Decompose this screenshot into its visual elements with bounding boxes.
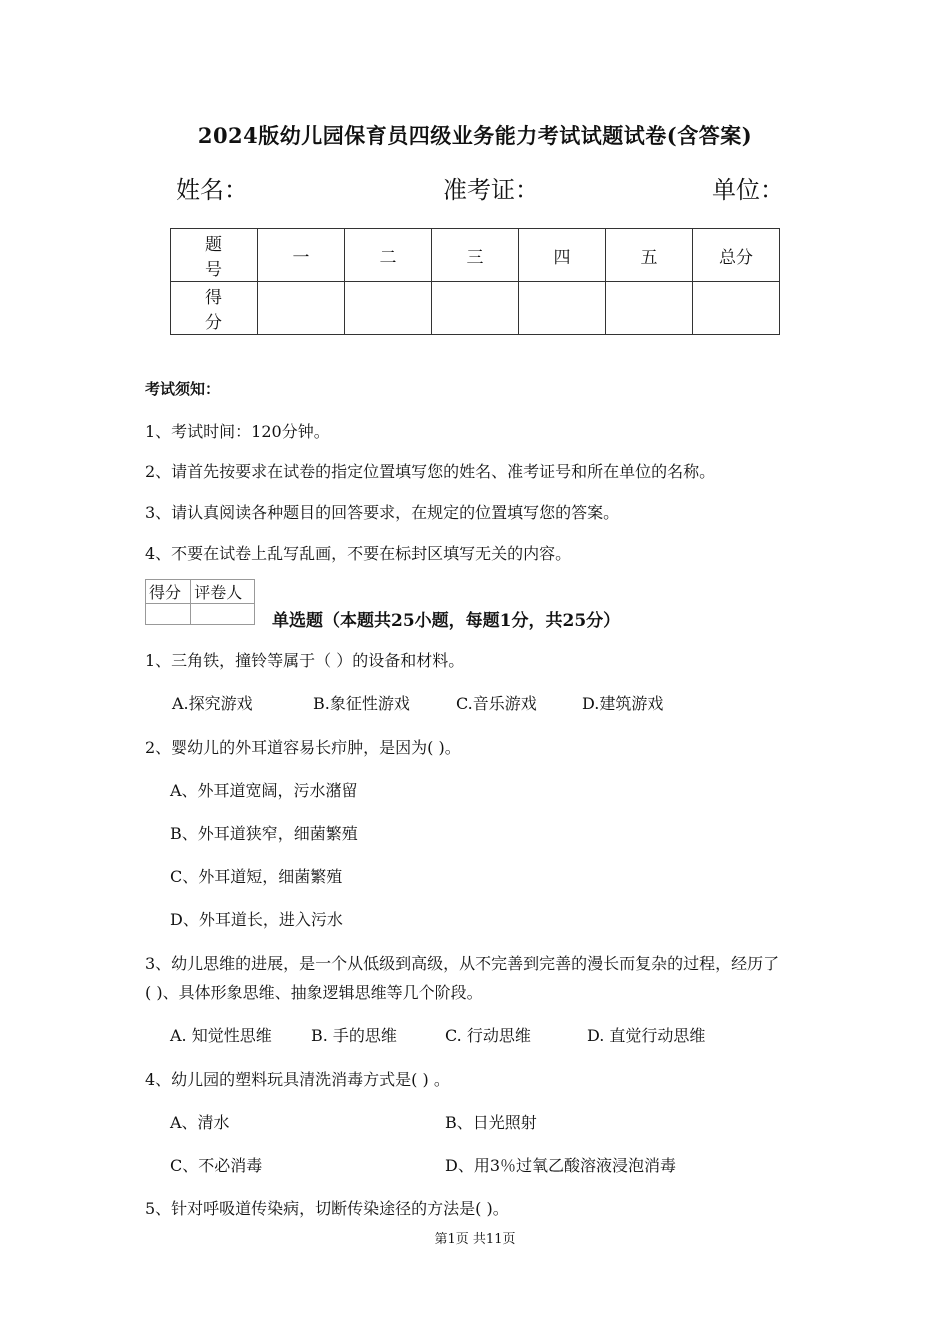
q1-option-b: B.象征性游戏 <box>313 694 410 713</box>
q4-option-d: D、用3％过氧乙酸溶液浸泡消毒 <box>445 1156 677 1175</box>
score-input-cell[interactable] <box>519 282 606 335</box>
notice-item: 1、考试时间：120分钟。 <box>145 422 330 441</box>
score-table-cell: 三 <box>432 229 519 282</box>
question-1-stem: 1、三角铁，撞铃等属于（ ）的设备和材料。 <box>145 651 465 670</box>
score-table-header-row <box>171 229 780 282</box>
exam-id-label: 准考证： <box>443 176 539 204</box>
q4-option-c: C、不必消毒 <box>170 1156 263 1175</box>
score-table-cell: 二 <box>345 229 432 282</box>
q3-option-b: B. 手的思维 <box>311 1026 397 1045</box>
q3-option-c: C. 行动思维 <box>445 1026 531 1045</box>
score-table-cell: 总分 <box>693 229 780 282</box>
score-input-cell[interactable] <box>258 282 345 335</box>
q1-option-d: D.建筑游戏 <box>582 694 664 713</box>
score-input-cell[interactable] <box>345 282 432 335</box>
score-table-score-row <box>171 282 780 335</box>
question-2-stem: 2、婴幼儿的外耳道容易长疖肿，是因为( )。 <box>145 738 461 757</box>
notice-item: 4、不要在试卷上乱写乱画，不要在标封区填写无关的内容。 <box>145 544 572 563</box>
unit-label: 单位： <box>712 176 784 204</box>
q2-option-d: D、外耳道长，进入污水 <box>170 910 343 929</box>
q2-option-b: B、外耳道狭窄，细菌繁殖 <box>170 824 358 843</box>
name-label: 姓名： <box>176 176 248 204</box>
q1-option-c: C.音乐游戏 <box>456 694 537 713</box>
question-4-stem: 4、幼儿园的塑料玩具清洗消毒方式是( ) 。 <box>145 1070 450 1089</box>
notice-item: 3、请认真阅读各种题目的回答要求，在规定的位置填写您的答案。 <box>145 503 620 522</box>
score-table-cell: 得 分 <box>171 282 258 335</box>
grader-name-label: 评卷人 <box>191 580 255 604</box>
grader-box <box>145 579 255 625</box>
page-footer: 第1页 共11页 <box>434 1232 516 1247</box>
question-5-stem: 5、针对呼吸道传染病，切断传染途径的方法是( )。 <box>145 1199 509 1218</box>
grader-score-label: 得分 <box>146 580 191 604</box>
exam-title: 2024版幼儿园保育员四级业务能力考试试题试卷(含答案) <box>197 123 753 148</box>
score-table-cell: 题 号 <box>171 229 258 282</box>
score-table-cell: 一 <box>258 229 345 282</box>
q1-option-a: A.探究游戏 <box>172 694 253 713</box>
score-input-cell[interactable] <box>606 282 693 335</box>
q2-option-a: A、外耳道宽阔，污水潴留 <box>170 781 358 800</box>
q3-option-d: D. 直觉行动思维 <box>587 1026 706 1045</box>
section-title: 单选题（本题共25小题，每题1分，共25分） <box>272 611 621 631</box>
notice-title: 考试须知： <box>145 380 221 398</box>
score-table <box>170 228 780 335</box>
score-table-cell: 五 <box>606 229 693 282</box>
q4-option-b: B、日光照射 <box>445 1113 537 1132</box>
grader-name-cell[interactable] <box>191 604 255 625</box>
q2-option-c: C、外耳道短，细菌繁殖 <box>170 867 343 886</box>
question-3-stem-cont: ( )、具体形象思维、抽象逻辑思维等几个阶段。 <box>145 983 483 1002</box>
question-3-stem: 3、幼儿思维的进展，是一个从低级到高级，从不完善到完善的漫长而复杂的过程，经历了 <box>145 954 780 973</box>
score-input-cell[interactable] <box>432 282 519 335</box>
q4-option-a: A、清水 <box>170 1113 230 1132</box>
grader-score-cell[interactable] <box>146 604 191 625</box>
score-table-cell: 四 <box>519 229 606 282</box>
score-input-cell[interactable] <box>693 282 780 335</box>
q3-option-a: A. 知觉性思维 <box>170 1026 272 1045</box>
notice-item: 2、请首先按要求在试卷的指定位置填写您的姓名、准考证号和所在单位的名称。 <box>145 462 716 481</box>
